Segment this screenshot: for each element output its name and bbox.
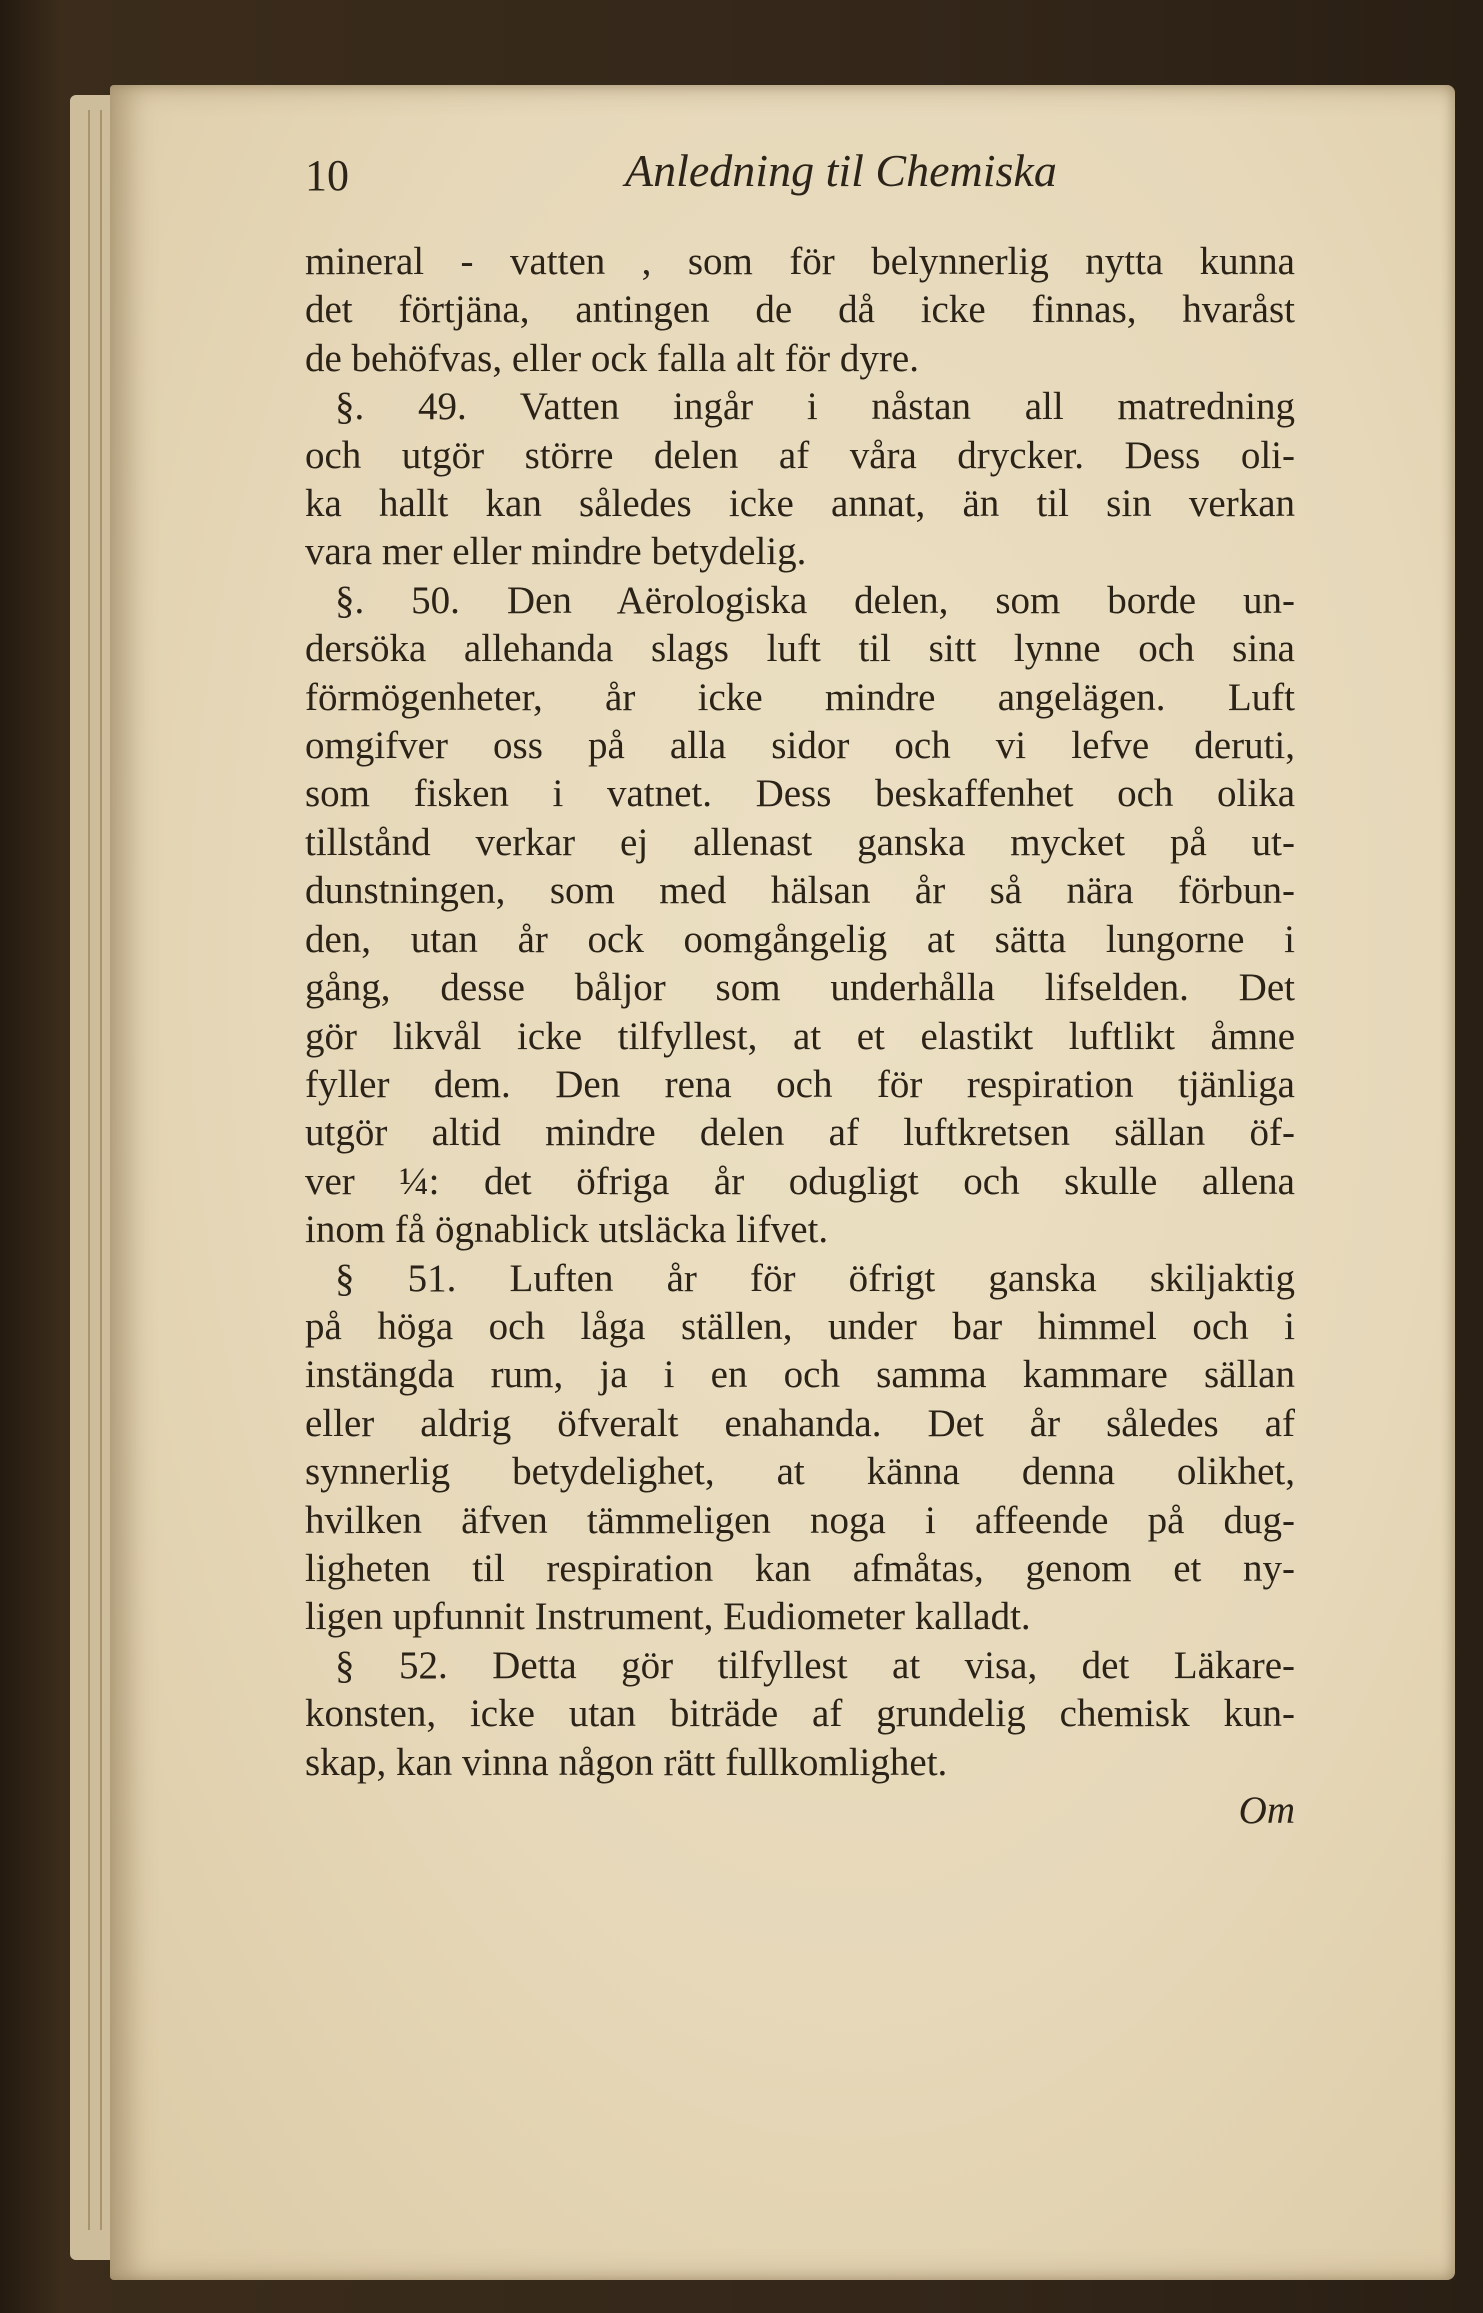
text-line: skap, kan vinna någon rätt fullkomlighet.: [305, 1740, 948, 1784]
text-line: konsten, icke utan biträde af grundelig chemisk kun-: [305, 1692, 1295, 1736]
page-number: 10: [305, 151, 349, 200]
text-line: § 52. Detta gör tilfyllest at visa, det Läkare-: [335, 1643, 1295, 1687]
page-header: [305, 145, 1345, 210]
text-line: den, utan år ock oomgångelig at sätta lungorne i: [305, 917, 1295, 961]
text-line: ka hallt kan således icke annat, än til sin verkan: [305, 482, 1295, 526]
page-stack-edge: [100, 110, 102, 2230]
text-line: som fisken i vatnet. Dess beskaffenhet och olika: [305, 772, 1295, 816]
text-line: § 51. Luften år för öfrigt ganska skiljaktig: [335, 1256, 1295, 1300]
text-line: dunstningen, som med hälsan år så nära förbun-: [305, 869, 1295, 913]
text-line: inom få ögnablick utsläcka lifvet.: [305, 1208, 829, 1252]
text-line: tillstånd verkar ej allenast ganska mycket på ut-: [305, 820, 1295, 864]
text-line: hvilken äfven tämmeligen noga i affeende på dug-: [305, 1498, 1295, 1542]
text-line: §. 50. Den Aërologiska delen, som borde un-: [335, 578, 1295, 622]
text-line: fyller dem. Den rena och för respiration tjänliga: [305, 1062, 1295, 1106]
text-line: utgör altid mindre delen af luftkretsen sällan öf-: [305, 1111, 1295, 1155]
text-line: på höga och låga ställen, under bar himmel och i: [305, 1304, 1295, 1348]
body-text: [305, 238, 1295, 1835]
text-line: och utgör större delen af våra drycker. Dess oli-: [305, 433, 1295, 477]
text-line: de behöfvas, eller ock falla alt för dyre.: [305, 336, 919, 380]
text-line: gång, desse båljor som underhålla lifselden. Det: [305, 966, 1295, 1010]
text-line: förmögenheter, år icke mindre angelägen. Luft: [305, 675, 1295, 719]
text-line: instängda rum, ja i en och samma kammare sällan: [305, 1353, 1295, 1397]
text-line: ligheten til respiration kan afmåtas, genom et ny-: [305, 1546, 1295, 1590]
running-title: Anledning til Chemiska: [625, 145, 1057, 196]
text-line: mineral - vatten , som för belynnerlig nytta kunna: [305, 240, 1295, 283]
text-line: vara mer eller mindre betydelig.: [305, 530, 807, 574]
text-line: eller aldrig öfveralt enahanda. Det år således af: [305, 1401, 1295, 1445]
text-line: ver ¼: det öfriga år odugligt och skulle allena: [305, 1159, 1295, 1203]
text-line: ligen upfunnit Instrument, Eudiometer kalladt.: [305, 1595, 1031, 1639]
catchword: Om: [1238, 1789, 1295, 1832]
text-line: §. 49. Vatten ingår i nåstan all matredning: [335, 385, 1295, 429]
text-line: synnerlig betydelighet, at känna denna olikhet,: [305, 1450, 1295, 1494]
page-stack-edge: [88, 110, 90, 2230]
text-line: omgifver oss på alla sidor och vi lefve deruti,: [305, 724, 1295, 768]
text-line: dersöka allehanda slags luft til sitt lynne och sina: [305, 627, 1295, 671]
text-line: gör likvål icke tilfyllest, at et elastikt luftlikt åmne: [305, 1014, 1295, 1058]
text-line: det förtjäna, antingen de då icke finnas, hvaråst: [305, 288, 1295, 332]
